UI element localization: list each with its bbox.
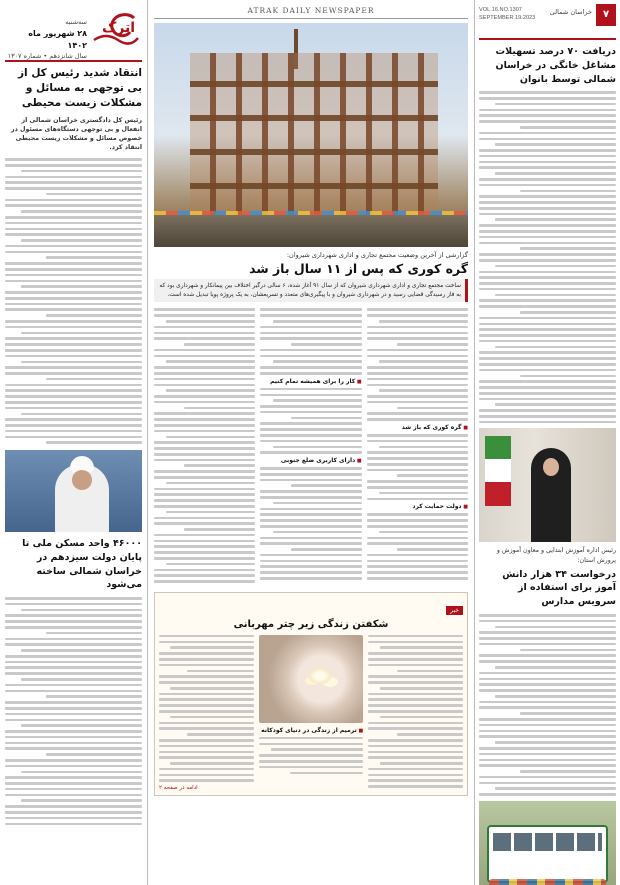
- school-service-body: [479, 614, 616, 796]
- school-service-headline: درخواست ۳۴ هزار دانش آموز برای استفاده از سرویس مدارس: [502, 568, 616, 608]
- feature-media: [259, 635, 363, 791]
- main-article-col-1: [367, 308, 468, 586]
- official-caption: رئیس اداره آموزش ابتدایی و معاون آموزش و پرورش استان:: [496, 547, 616, 564]
- flag-image: [485, 436, 511, 506]
- newspaper-logo: [84, 10, 140, 50]
- volume-number: VOL.16.NO.1307: [479, 7, 522, 13]
- issue-date: ۲۸ شهریور ماه ۱۴۰۲: [28, 28, 87, 50]
- date-block: [7, 18, 87, 62]
- main-headline: گره کوری که پس از ۱۱ سال باز شد: [249, 261, 468, 276]
- page-header: [479, 4, 616, 40]
- main-article-col-3: [154, 308, 255, 586]
- housing-headline: ۴۶۰۰۰ واحد مسکن ملی تا پایان دولت سیزدهم در خراسان شمالی ساخته می‌شود: [22, 538, 142, 591]
- subhead-4: ■ دولت حمایت کرد: [367, 503, 468, 510]
- main-article-columns: [154, 308, 468, 586]
- paper-name: ATRAK DAILY NEWSPAPER: [154, 6, 468, 19]
- right-article-body: [479, 91, 616, 423]
- logo-text: اترک: [102, 20, 136, 36]
- issue-number: سال شانزدهم • شماره ۱۳۰۷: [7, 51, 87, 60]
- left-headline: انتقاد شدید رئیس کل از بی توجهی به مسائل و مشکلات زیست محیطی: [18, 67, 142, 110]
- right-column: [474, 0, 620, 885]
- continue-note: ادامه در صفحه ۲: [159, 785, 198, 792]
- left-lead: رئیس کل دادگستری خراسان شمالی از انفعال و بی توجهی دستگاه‌های مسئول در خصوص مسائل و مشکلات زیست محیطی انتقاد کرد.: [10, 116, 142, 152]
- feature-text-left: [159, 635, 254, 791]
- masthead: [5, 6, 142, 62]
- subhead-3: ■ دارای کاربری ضلع جنوبی: [260, 457, 361, 464]
- feature-label: خبر: [446, 606, 463, 615]
- hands-flower-photo: [259, 635, 363, 723]
- housing-article-body: [5, 597, 142, 825]
- volume-info: [479, 6, 535, 23]
- feature-text-right: [368, 635, 463, 791]
- subhead-1: ■ گره کوری که باز شد: [367, 424, 468, 431]
- section-name: خراسان شمالی: [549, 8, 592, 16]
- left-article-body: [5, 158, 142, 444]
- feature-headline: شکفتن زندگی زیر چتر مهربانی: [233, 618, 389, 630]
- middle-column: [150, 0, 472, 885]
- date-english: SEPTEMBER 19.2023: [479, 15, 536, 22]
- feature-subhead: ■ ترمیم از زندگی در دنیای کودکانه: [259, 727, 363, 734]
- main-kicker: گزارشی از آخرین وضعیت مجتمع تجاری و اداری شهرداری شیروان:: [286, 251, 468, 259]
- weekday: سه‌شنبه: [65, 18, 87, 26]
- feature-box: [154, 592, 468, 796]
- main-article-col-2: [260, 308, 361, 586]
- left-column: [0, 0, 148, 885]
- school-bus-photo: [479, 801, 616, 885]
- official-photo: [479, 428, 616, 542]
- building-photo: [154, 23, 468, 247]
- subhead-2: ■ کار را برای همیشه تمام کنیم: [260, 378, 361, 385]
- cleric-photo: [5, 450, 142, 532]
- right-headline: دریافت ۷۰ درصد تسهیلات مشاغل خانگی در خراسان شمالی توسط بانوان: [495, 46, 616, 85]
- main-lead: ساخت مجتمع تجاری و اداری شهرداری شیروان که از سال ۹۱ آغاز شده، ۶ سالی درگیر اختلاف بین پیمانکار و شهرداری بود که به فاز رسیدگی قضایی رسید و در شهرداری شیروان و با پیگیری‌های متعدد و تسریعشان، به یک پروژه پویا تبدیل شده است.: [154, 279, 468, 302]
- page-number: ۷: [596, 4, 616, 26]
